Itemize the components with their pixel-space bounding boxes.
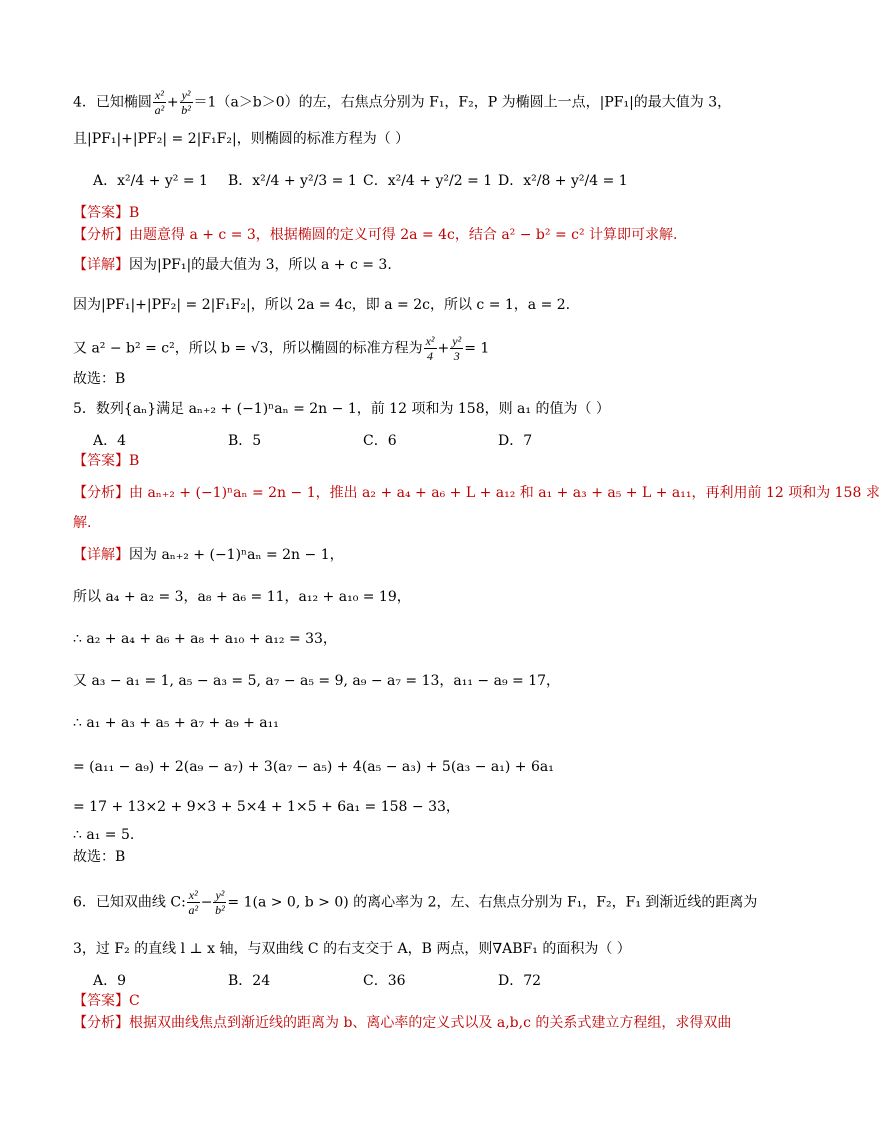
answer-value: C	[129, 993, 140, 1009]
q6-choice-d[interactable]: D．72	[498, 973, 542, 989]
q6-choice-a[interactable]: A．9	[93, 973, 127, 989]
q5-answer	[73, 452, 139, 470]
q5-detail-4: 又 a₃ − a₁ = 1, a₅ − a₃ = 5, a₇ − a₅ = 9, a₉ − a₇ = 13，a₁₁ − a₉ = 17，	[73, 673, 561, 689]
q5-choice-a[interactable]: A．4	[93, 433, 127, 449]
detail-tag: 【详解】	[73, 547, 129, 563]
q4-choice-d[interactable]: D．x²/8 + y²/4 = 1	[498, 173, 628, 189]
analysis-text: 根据双曲线焦点到渐近线的距离为 b、离心率的定义式以及 a,b,c 的关系式建立方程组，求得双曲	[129, 1015, 732, 1031]
hyperbola-frac-x: $\frac{\text{x²}}{\text{a²}}$	[188, 888, 199, 917]
q4-stem-line2: 且|PF₁|+|PF₂| = 2|F₁F₂|，则椭圆的标准方程为（ ）	[73, 131, 410, 147]
q4-choice-c[interactable]: C．x²/4 + y²/2 = 1	[363, 173, 493, 189]
analysis-text: 由 aₙ₊₂ + (−1)ⁿaₙ = 2n − 1，推出 a₂ + a₄ + a₆ + L + a₁₂ 和 a₁ + a₃ + a₅ + L + a₁₁，再利用前 12 项和为 158 求	[129, 485, 880, 501]
q5-conclusion: 故选：B	[73, 849, 126, 865]
analysis-tag: 【分析】	[73, 227, 129, 243]
hyperbola-frac-y: $\frac{\text{y²}}{\text{b²}}$	[215, 888, 225, 917]
q6-stem-line2: 3，过 F₂ 的直线 l ⊥ x 轴，与双曲线 C 的右支交于 A，B 两点，则∇ABF₁ 的面积为（ ）	[73, 941, 631, 957]
q5-detail-2: 所以 a₄ + a₂ = 3，a₈ + a₆ = 11，a₁₂ + a₁₀ = 19，	[73, 589, 411, 605]
answer-value: B	[129, 205, 140, 221]
q5-analysis-2: 解.	[73, 515, 92, 531]
q6-answer	[73, 992, 140, 1010]
q6-choice-c[interactable]: C．36	[363, 973, 406, 989]
q5-choice-b[interactable]: B．5	[228, 433, 262, 449]
q5-detail-3: ∴ a₂ + a₄ + a₆ + a₈ + a₁₀ + a₁₂ = 33，	[73, 631, 337, 647]
answer-tag: 【答案】	[73, 993, 129, 1009]
q4-detail-3: 又 a² − b² = c²，所以 b = √3，所以椭圆的标准方程为 $\frac{\text{x²}}{4}$ + $\frac{\text{y²}}{3}$ = 1	[73, 334, 490, 363]
q5-detail-8: ∴ a₁ = 5.	[73, 827, 135, 843]
ellipse-frac-y: $\frac{\text{y²}}{\text{b²}}$	[181, 88, 191, 117]
q5-detail-5: ∴ a₁ + a₃ + a₅ + a₇ + a₉ + a₁₁	[73, 715, 279, 731]
q4-stem-line1: 4．已知椭圆 $\frac{\text{x²}}{\text{a²}}$ + $\frac{\text{y²}}{\text{b²}}$ ＝1（a＞b＞0）的左，右焦点分别为 F₁，F₂，P 为椭圆上一点，|PF₁|的最大值为 3，	[73, 88, 732, 117]
q6-choices	[93, 972, 633, 990]
q5-analysis-1	[73, 484, 880, 502]
q6-analysis	[73, 1014, 731, 1032]
q4-stem-start: 4．已知椭圆	[73, 94, 152, 111]
analysis-tag: 【分析】	[73, 1015, 129, 1031]
q5-choice-c[interactable]: C．6	[363, 433, 397, 449]
result-frac-y: $\frac{\text{y²}}{3}$	[452, 334, 462, 363]
q5-stem: 5．数列{aₙ}满足 aₙ₊₂ + (−1)ⁿaₙ = 2n − 1，前 12 项和为 158，则 a₁ 的值为（ ）	[73, 401, 610, 417]
q5-detail-6: = (a₁₁ − a₉) + 2(a₉ − a₇) + 3(a₇ − a₅) + 4(a₅ − a₃) + 5(a₃ − a₁) + 6a₁	[73, 759, 554, 775]
detail-tag: 【详解】	[73, 257, 129, 273]
q6-stem-line1: 6．已知双曲线 C: $\frac{\text{x²}}{\text{a²}}$ − $\frac{\text{y²}}{\text{b²}}$ = 1(a > 0, b > 0) 的离心率为 2，左、右焦点分别为 F₁，F₂，F₁ 到渐近线的距离为	[73, 888, 758, 917]
q4-analysis	[73, 226, 678, 244]
q4-choices	[93, 172, 633, 190]
q6-choice-b[interactable]: B．24	[228, 973, 271, 989]
analysis-tag: 【分析】	[73, 485, 129, 501]
result-frac-x: $\frac{\text{x²}}{4}$	[425, 334, 435, 363]
analysis-text: 由题意得 a + c = 3，根据椭圆的定义可得 2a = 4c，结合 a² − b² = c² 计算即可求解.	[129, 227, 678, 243]
q5-choice-d[interactable]: D．7	[498, 433, 533, 449]
q5-detail-7: = 17 + 13×2 + 9×3 + 5×4 + 1×5 + 6a₁ = 158 − 33，	[73, 799, 460, 815]
q5-detail-1: 【详解】因为 aₙ₊₂ + (−1)ⁿaₙ = 2n − 1，	[73, 547, 344, 563]
q4-choice-a[interactable]: A．x²/4 + y² = 1	[93, 173, 208, 189]
answer-tag: 【答案】	[73, 205, 129, 221]
q4-answer	[73, 204, 139, 222]
q4-conclusion: 故选：B	[73, 371, 126, 387]
q4-choice-b[interactable]: B．x²/4 + y²/3 = 1	[228, 173, 357, 189]
q4-detail-1: 【详解】因为|PF₁|的最大值为 3，所以 a + c = 3.	[73, 257, 392, 273]
q4-detail-2: 因为|PF₁|+|PF₂| = 2|F₁F₂|，所以 2a = 4c，即 a = 2c，所以 c = 1，a = 2.	[73, 297, 571, 313]
ellipse-frac-x: $\frac{\text{x²}}{\text{a²}}$	[154, 88, 165, 117]
q5-choices	[93, 432, 633, 450]
answer-value: B	[129, 453, 140, 469]
q4-stem-end: ＝1（a＞b＞0）的左，右焦点分别为 F₁，F₂，P 为椭圆上一点，|PF₁|的最大值为 3，	[193, 94, 732, 111]
answer-tag: 【答案】	[73, 453, 129, 469]
